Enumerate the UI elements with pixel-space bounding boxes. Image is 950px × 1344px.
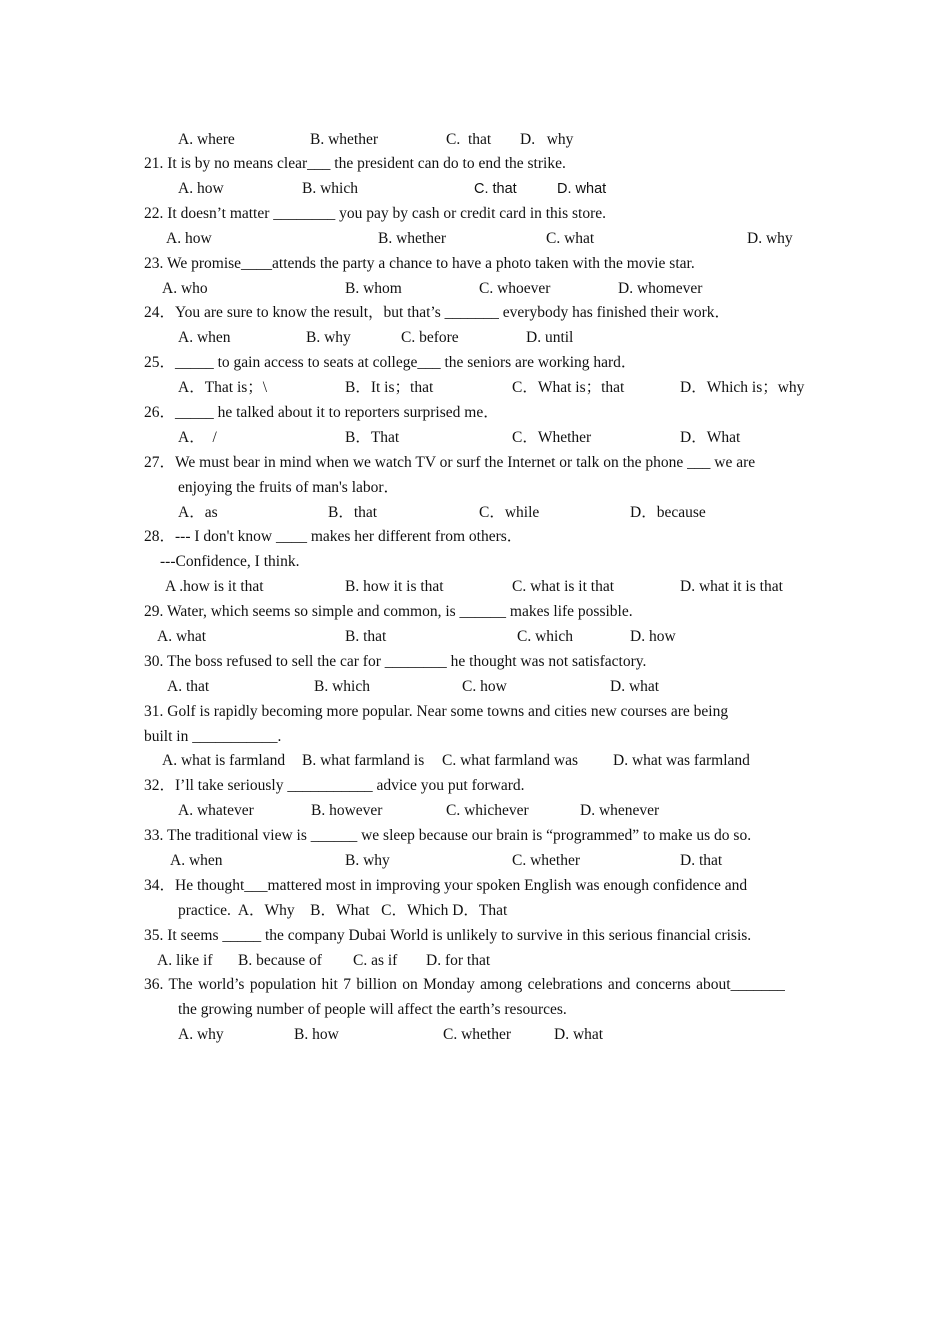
option-d: D．because bbox=[630, 504, 706, 521]
question-21-text: 21. It is by no means clear___ the president can do to end the strike. bbox=[144, 155, 566, 172]
option-d: D. why bbox=[520, 131, 574, 148]
option-d: D. for that bbox=[426, 952, 491, 969]
question-25-text: 25．_____ to gain access to seats at college___ the seniors are working hard． bbox=[144, 354, 637, 371]
option-a: A．as bbox=[178, 504, 218, 521]
option-a: A． / bbox=[178, 429, 217, 446]
option-a: A. what bbox=[157, 628, 207, 645]
option-b: B. which bbox=[314, 678, 370, 695]
question-29-text: 29. Water, which seems so simple and common, is ______ makes life possible. bbox=[144, 603, 633, 620]
question-34-text-cont: practice. A．Why B．What C．Which D．That bbox=[178, 902, 508, 919]
option-b: B. whom bbox=[345, 280, 402, 297]
option-c: C. what farmland was bbox=[442, 752, 579, 769]
question-23-text: 23. We promise____attends the party a chance to have a photo taken with the movie star. bbox=[144, 255, 695, 272]
question-28-text: 28．--- I don't know ____ makes her different from others． bbox=[144, 528, 523, 545]
option-d: D. what was farmland bbox=[613, 752, 750, 769]
option-d: D. why bbox=[747, 230, 793, 247]
option-c: C. that bbox=[446, 131, 492, 148]
option-d: D．Which is；why bbox=[680, 379, 805, 396]
question-36-text: 36. The world’s population hit 7 billion on Monday among celebrations and concerns about_______ bbox=[144, 976, 785, 993]
option-c: C. before bbox=[401, 329, 459, 346]
option-b: B. because of bbox=[238, 952, 322, 969]
option-a: A. like if bbox=[157, 952, 213, 969]
option-b: B. however bbox=[311, 802, 383, 819]
option-c: C. whether bbox=[512, 852, 581, 869]
question-31-text-cont: built in ___________. bbox=[144, 728, 282, 745]
question-27-text-cont: enjoying the fruits of man's labor． bbox=[178, 479, 400, 496]
option-c: C. whoever bbox=[479, 280, 551, 297]
option-a: A. why bbox=[178, 1026, 224, 1043]
option-b: B. how it is that bbox=[345, 578, 444, 595]
option-a: A. whatever bbox=[178, 802, 254, 819]
option-a: A. what is farmland bbox=[162, 752, 286, 769]
question-26-text: 26．_____ he talked about it to reporters surprised me． bbox=[144, 404, 499, 421]
option-a: A. how bbox=[166, 230, 212, 247]
option-a: A. when bbox=[178, 329, 231, 346]
question-36-text-cont: the growing number of people will affect the earth’s resources. bbox=[178, 1001, 567, 1018]
option-d: D. that bbox=[680, 852, 723, 869]
question-30-text: 30. The boss refused to sell the car for ________ he thought was not satisfactory. bbox=[144, 653, 647, 670]
question-31-text: 31. Golf is rapidly becoming more popular. Near some towns and cities new courses are being bbox=[144, 703, 729, 720]
option-a: A. that bbox=[167, 678, 210, 695]
option-c: C. as if bbox=[353, 952, 398, 969]
question-32-text: 32．I’ll take seriously ___________ advice you put forward. bbox=[144, 777, 525, 794]
question-33-text: 33. The traditional view is ______ we sleep because our brain is “programmed” to make us do so. bbox=[144, 827, 752, 844]
option-b: B. whether bbox=[378, 230, 447, 247]
option-d: D. how bbox=[630, 628, 676, 645]
option-d: D. what bbox=[557, 181, 607, 197]
option-d: D. whenever bbox=[580, 802, 660, 819]
option-c: C. whichever bbox=[446, 802, 529, 819]
option-b: B．That bbox=[345, 429, 400, 446]
option-b: B．It is；that bbox=[345, 379, 434, 396]
option-b: B．that bbox=[328, 504, 378, 521]
option-d: D. what it is that bbox=[680, 578, 783, 595]
question-27-text: 27．We must bear in mind when we watch TV or surf the Internet or talk on the phone ___ we are bbox=[144, 454, 756, 471]
option-c: C. what bbox=[546, 230, 595, 247]
question-35-text: 35. It seems _____ the company Dubai World is unlikely to survive in this serious financial crisis. bbox=[144, 927, 752, 944]
option-a: A．That is；\ bbox=[178, 379, 268, 396]
option-d: D．What bbox=[680, 429, 741, 446]
option-c: C．Whether bbox=[512, 429, 592, 446]
option-a: A. when bbox=[170, 852, 223, 869]
option-d: D. what bbox=[554, 1026, 604, 1043]
option-b: B. whether bbox=[310, 131, 379, 148]
option-b: B. that bbox=[345, 628, 387, 645]
option-b: B. why bbox=[306, 329, 351, 346]
option-d: D. whomever bbox=[618, 280, 703, 297]
option-c: C. what is it that bbox=[512, 578, 615, 595]
option-c: C．while bbox=[479, 504, 540, 521]
question-28-reply: ---Confidence, I think. bbox=[160, 553, 300, 570]
option-b: B. why bbox=[345, 852, 390, 869]
option-c: C. how bbox=[462, 678, 507, 695]
option-c: C. that bbox=[474, 181, 517, 197]
option-d: D. until bbox=[526, 329, 574, 346]
question-22-text: 22. It doesn’t matter ________ you pay by cash or credit card in this store. bbox=[144, 205, 607, 222]
option-a: A. how bbox=[178, 180, 224, 197]
option-a: A .how is it that bbox=[165, 578, 264, 595]
option-c: C. whether bbox=[443, 1026, 512, 1043]
option-b: B. how bbox=[294, 1026, 339, 1043]
option-b: B. which bbox=[302, 180, 358, 197]
option-a: A. who bbox=[162, 280, 208, 297]
question-24-text: 24．You are sure to know the result，but that’s _______ everybody has finished their work． bbox=[144, 304, 731, 321]
option-a: A. where bbox=[178, 131, 235, 148]
option-b: B. what farmland is bbox=[302, 752, 425, 769]
question-34-text: 34．He thought___mattered most in improving your spoken English was enough confidence and bbox=[144, 877, 748, 894]
option-d: D. what bbox=[610, 678, 660, 695]
option-c: C. which bbox=[517, 628, 573, 645]
option-c: C．What is；that bbox=[512, 379, 625, 396]
